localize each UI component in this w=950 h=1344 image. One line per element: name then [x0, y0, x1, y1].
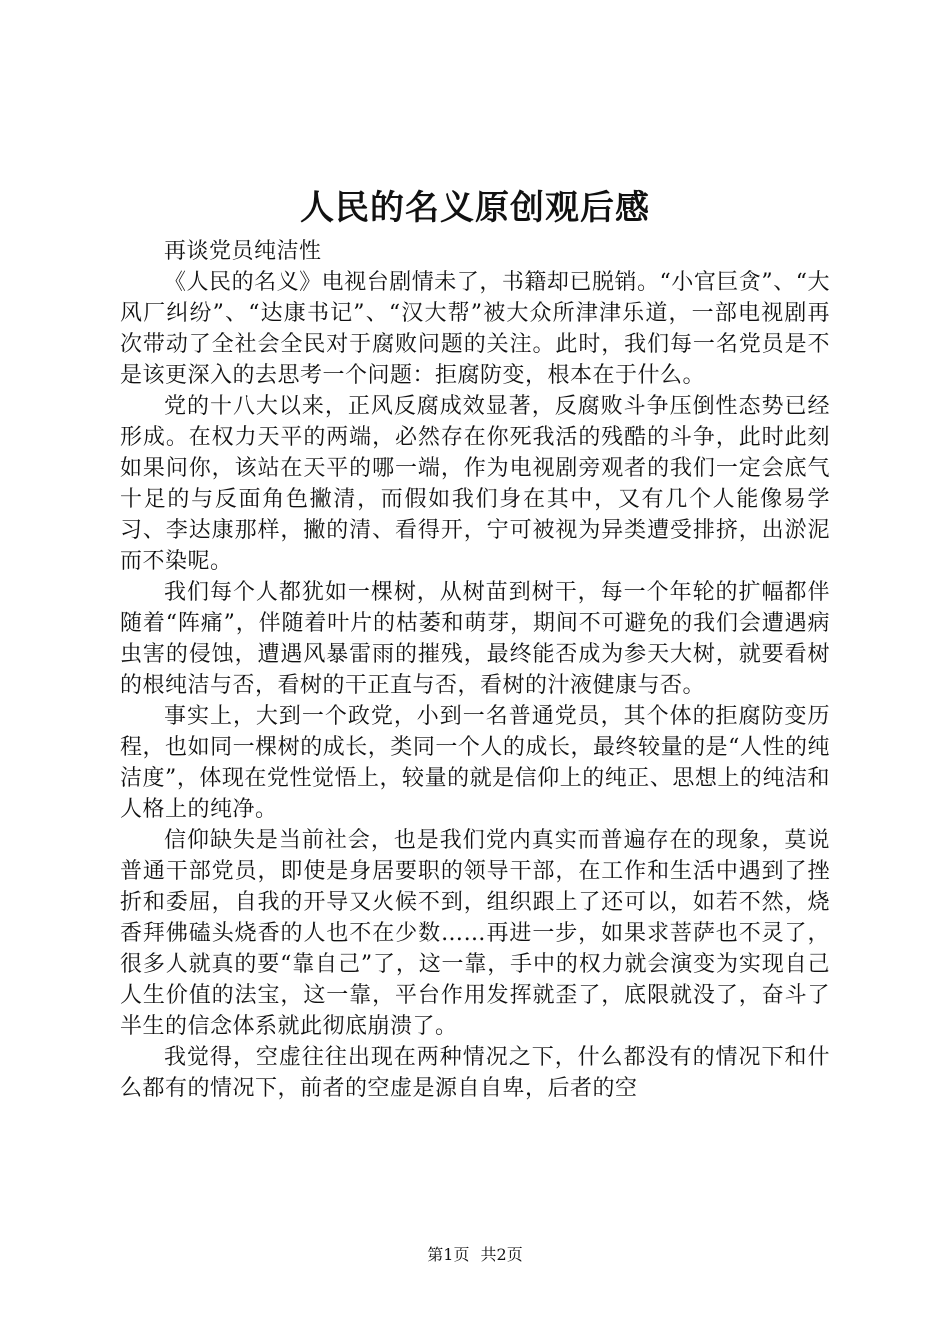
paragraph-3: 我们每个人都犹如一棵树，从树苗到树干，每一个年轮的扩幅都伴随着“阵痛”，伴随着叶片的枯萎和萌芽，期间不可避免的我们会遭遇病虫害的侵蚀，遭遇风暴雷雨的摧残，最终能否成为参天大树，就要看树的根纯洁与否，看树的干正直与否，看树的汁液健康与否。 — [120, 580, 830, 698]
document-title: 人民的名义原创观后感 — [300, 188, 650, 228]
paragraph-1: 《人民的名义》电视台剧情未了，书籍却已脱销。“小官巨贪”、“大风厂纠纷”、“达康书记”、“汉大帮”被大众所津津乐道，一部电视剧再次带动了全社会全民对于腐败问题的关注。此时，我们每一名党员是不是该更深入的去思考一个问题：拒腐防变，根本在于什么。 — [120, 270, 830, 388]
page-total: 共2页 — [480, 1245, 523, 1264]
paragraph-2: 党的十八大以来，正风反腐成效显著，反腐败斗争压倒性态势已经形成。在权力天平的两端，必然存在你死我活的残酷的斗争，此时此刻如果问你，该站在天平的哪一端，作为电视剧旁观者的我们一定会底气十足的与反面角色撇清，而假如我们身在其中，又有几个人能像易学习、李达康那样，撇的清、看得开，宁可被视为异类遭受排挤，出淤泥而不染呢。 — [120, 394, 830, 574]
document-subtitle: 再谈党员纯洁性 — [164, 239, 322, 264]
paragraph-5: 信仰缺失是当前社会，也是我们党内真实而普遍存在的现象，莫说普通干部党员，即使是身居要职的领导干部，在工作和生活中遇到了挫折和委屈，自我的开导又火候不到，组织跟上了还可以，如若不然，烧香拜佛磕头烧香的人也不在少数……再进一步，如果求菩萨也不灵了，很多人就真的要“靠自己”了，这一靠，手中的权力就会演变为实现自己人生价值的法宝，这一靠，平台作用发挥就歪了，底限就没了，奋斗了半生的信念体系就此彻底崩溃了。 — [120, 828, 830, 1039]
document-body — [120, 236, 830, 1104]
paragraph-4: 事实上，大到一个政党，小到一名普通党员，其个体的拒腐防变历程，也如同一棵树的成长，类同一个人的成长，最终较量的是“人性的纯洁度”，体现在党性觉悟上，较量的就是信仰上的纯正、思想上的纯洁和人格上的纯净。 — [120, 704, 830, 822]
paragraph-6: 我觉得，空虚往往出现在两种情况之下，什么都没有的情况下和什么都有的情况下，前者的空虚是源自自卑，后者的空 — [120, 1045, 830, 1101]
page-footer — [0, 1244, 950, 1266]
page-number: 第1页 — [427, 1245, 470, 1264]
